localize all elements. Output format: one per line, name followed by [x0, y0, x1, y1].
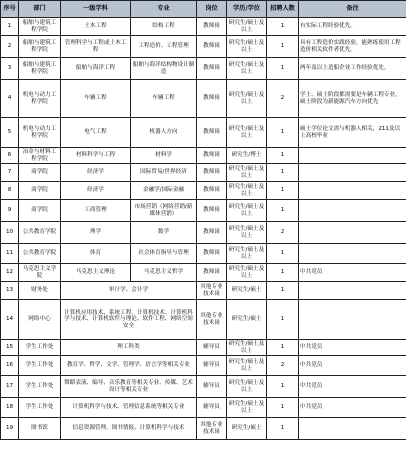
cell-post: 教师岗 [197, 148, 227, 164]
cell-no: 12 [1, 264, 19, 282]
header-discipline: 一级学科 [61, 1, 131, 18]
cell-post: 教师岗 [197, 222, 227, 244]
cell-dept: 船舶与建筑工程学院 [19, 36, 61, 58]
cell-post: 其他专业技术岗 [197, 300, 227, 340]
cell-major: 数学 [131, 222, 197, 244]
cell-count: 1 [267, 58, 299, 80]
header-count: 招聘人数 [267, 1, 299, 18]
cell-discipline: 教育学、哲学、文学、管理学、语言学等相关专业 [61, 356, 197, 376]
cell-count: 1 [267, 282, 299, 300]
cell-post: 其他专业技术岗 [197, 282, 227, 300]
cell-dept: 学生工作处 [19, 398, 61, 418]
table-row [1, 148, 406, 164]
table-row [1, 80, 406, 118]
cell-no: 17 [1, 376, 19, 398]
cell-post: 辅导员 [197, 356, 227, 376]
cell-no: 4 [1, 80, 19, 118]
cell-count: 1 [267, 118, 299, 148]
cell-dept: 学生工作处 [19, 340, 61, 356]
cell-count: 1 [267, 418, 299, 440]
cell-no: 19 [1, 418, 19, 440]
cell-dept: 学生工作处 [19, 376, 61, 398]
cell-note [299, 244, 406, 264]
header-post: 岗位 [197, 1, 227, 18]
cell-note [299, 222, 406, 244]
cell-post: 教师岗 [197, 164, 227, 182]
cell-degree: 研究生/硕士及以上 [227, 244, 267, 264]
cell-degree: 研究生/硕士及以上 [227, 182, 267, 200]
header-no: 序号 [1, 1, 19, 18]
cell-no: 15 [1, 340, 19, 356]
cell-dept: 机电与动力工程学院 [19, 80, 61, 118]
cell-no: 13 [1, 282, 19, 300]
cell-note: 两年及以上造船企业工作经验优先。 [299, 58, 406, 80]
cell-discipline: 土木工程 [61, 18, 131, 36]
cell-dept: 图书馆 [19, 418, 61, 440]
cell-no: 3 [1, 58, 19, 80]
cell-major: 社会体育指导与管理 [131, 244, 197, 264]
cell-major: 马克思主义哲学 [131, 264, 197, 282]
cell-no: 14 [1, 300, 19, 340]
cell-degree: 研究生/硕士及以上 [227, 18, 267, 36]
cell-discipline: 船舶与海洋工程 [61, 58, 131, 80]
cell-note: 中共党员 [299, 398, 406, 418]
cell-count: 1 [267, 148, 299, 164]
cell-degree: 研究生/硕士及以上 [227, 200, 267, 222]
cell-no: 11 [1, 244, 19, 264]
table-row [1, 282, 406, 300]
cell-degree: 研究生/硕士及以上 [227, 80, 267, 118]
cell-no: 9 [1, 200, 19, 222]
cell-count: 1 [267, 376, 299, 398]
cell-discipline: 经济学 [61, 182, 131, 200]
table-row [1, 264, 406, 282]
cell-post: 教师岗 [197, 182, 227, 200]
cell-degree: 研究生/硕士及以上 [227, 356, 267, 376]
cell-dept: 机电与动力工程学院 [19, 118, 61, 148]
cell-no: 7 [1, 164, 19, 182]
cell-discipline: 马克思主义理论 [61, 264, 131, 282]
cell-count: 2 [267, 356, 299, 376]
cell-dept: 公共教育学院 [19, 244, 61, 264]
cell-discipline: 理学 [61, 222, 131, 244]
table-row [1, 200, 406, 222]
cell-no: 8 [1, 182, 19, 200]
cell-count: 1 [267, 300, 299, 340]
cell-discipline: 计算机科学与技术、管理信息系统等相关专业 [61, 398, 197, 418]
cell-discipline: 经济学 [61, 164, 131, 182]
cell-discipline: 体育 [61, 244, 131, 264]
cell-discipline: 工商管理 [61, 200, 131, 222]
table-row [1, 58, 406, 80]
table-row [1, 244, 406, 264]
cell-count: 2 [267, 80, 299, 118]
cell-post: 辅导员 [197, 376, 227, 398]
cell-no: 1 [1, 18, 19, 36]
cell-dept: 商学院 [19, 200, 61, 222]
table-row [1, 300, 406, 340]
header-note: 备注 [299, 1, 406, 18]
cell-count: 1 [267, 164, 299, 182]
cell-major: 车辆工程 [131, 80, 197, 118]
cell-major: 材料学 [131, 148, 197, 164]
cell-count: 1 [267, 200, 299, 222]
table-row [1, 36, 406, 58]
cell-note: 有实际工程经验优先。 [299, 18, 406, 36]
cell-dept: 商学院 [19, 182, 61, 200]
table-row [1, 376, 406, 398]
cell-discipline: 信息资源管理、图书情报、计算机科学与技术 [61, 418, 197, 440]
cell-no: 2 [1, 36, 19, 58]
cell-degree: 研究生/硕士 [227, 282, 267, 300]
cell-dept: 船舶与建筑工程学院 [19, 18, 61, 36]
header-row [1, 1, 406, 18]
cell-no: 10 [1, 222, 19, 244]
table-row [1, 222, 406, 244]
header-degree: 学历/学位 [227, 1, 267, 18]
cell-major: 机器人方向 [131, 118, 197, 148]
table-row [1, 418, 406, 440]
cell-note [299, 148, 406, 164]
cell-dept: 冶金与材料工程学院 [19, 148, 61, 164]
cell-degree: 研究生/硕士 [227, 418, 267, 440]
table-row [1, 356, 406, 376]
cell-degree: 研究生/硕士及以上 [227, 58, 267, 80]
cell-count: 1 [267, 18, 299, 36]
header-major: 专业 [131, 1, 197, 18]
cell-discipline: 材料科学与工程 [61, 148, 131, 164]
table-row [1, 182, 406, 200]
cell-note: 中共党员 [299, 356, 406, 376]
cell-note: 硕士学位论文需与机器人相关，211及以上高校毕业 [299, 118, 406, 148]
cell-discipline: 计算机应用技术、系统工程、计算机技术、计算机科学与技术、计算机软件与理论、软件工程、网络空间安全 [61, 300, 197, 340]
table-row [1, 340, 406, 356]
cell-post: 辅导员 [197, 398, 227, 418]
cell-major: 市场营销（网络营销/新媒体营销） [131, 200, 197, 222]
cell-major: 工程造价、工程管理 [131, 36, 197, 58]
cell-post: 教师岗 [197, 264, 227, 282]
cell-discipline: 理工科类 [61, 340, 197, 356]
cell-discipline: 管理科学与工程或土木工程 [61, 36, 131, 58]
table-body [1, 18, 406, 440]
cell-post: 教师岗 [197, 36, 227, 58]
cell-degree: 研究生/硕士及以上 [227, 164, 267, 182]
cell-degree: 研究生/硕士及以上 [227, 36, 267, 58]
cell-post: 其他专业技术岗 [197, 418, 227, 440]
cell-discipline: 车辆工程 [61, 80, 131, 118]
cell-major: 结构工程 [131, 18, 197, 36]
table-row [1, 164, 406, 182]
cell-discipline: 舞蹈表演、编导、音乐教育等相关专业、传媒、艺术设计等相关专业 [61, 376, 197, 398]
cell-post: 教师岗 [197, 200, 227, 222]
table-row [1, 118, 406, 148]
cell-post: 教师岗 [197, 80, 227, 118]
cell-dept: 财务处 [19, 282, 61, 300]
cell-note: 学士、硕士阶段都需要是车辆工程专业，硕士阶段为新能源汽车方向优先 [299, 80, 406, 118]
cell-post: 教师岗 [197, 118, 227, 148]
cell-dept: 网络中心 [19, 300, 61, 340]
cell-note [299, 200, 406, 222]
cell-degree: 研究生/硕士及以上 [227, 264, 267, 282]
cell-no: 6 [1, 148, 19, 164]
cell-note: 中共党员 [299, 264, 406, 282]
cell-note: 中共党员 [299, 340, 406, 356]
cell-post: 教师岗 [197, 244, 227, 264]
cell-count: 1 [267, 36, 299, 58]
cell-note [299, 418, 406, 440]
cell-post: 教师岗 [197, 18, 227, 36]
cell-major: 金融学/国际金融 [131, 182, 197, 200]
cell-dept: 商学院 [19, 164, 61, 182]
cell-dept: 马克思主义学院 [19, 264, 61, 282]
cell-degree: 研究生/硕士及以上 [227, 376, 267, 398]
cell-note [299, 300, 406, 340]
cell-note [299, 182, 406, 200]
table-row [1, 18, 406, 36]
cell-discipline: 审计学、会计学 [61, 282, 197, 300]
cell-degree: 研究生/硕士及以上 [227, 398, 267, 418]
cell-degree: 研究生/硕士 [227, 300, 267, 340]
cell-post: 教师岗 [197, 58, 227, 80]
cell-degree: 研究生/硕士及以上 [227, 118, 267, 148]
cell-major: 国际贸易/世界经济 [131, 164, 197, 182]
table-row [1, 398, 406, 418]
cell-count: 1 [267, 264, 299, 282]
cell-no: 5 [1, 118, 19, 148]
cell-count: 2 [267, 222, 299, 244]
cell-count: 1 [267, 398, 299, 418]
cell-count: 1 [267, 340, 299, 356]
cell-dept: 公共教育学院 [19, 222, 61, 244]
cell-note: 中共党员 [299, 376, 406, 398]
cell-count: 1 [267, 182, 299, 200]
cell-note [299, 282, 406, 300]
cell-dept: 学生工作处 [19, 356, 61, 376]
cell-note: 具有工程造价实践经验，能熟练使用工程造价相关软件者优先。 [299, 36, 406, 58]
cell-count: 1 [267, 244, 299, 264]
cell-no: 18 [1, 398, 19, 418]
cell-degree: 研究生/硕士及以上 [227, 222, 267, 244]
cell-no: 16 [1, 356, 19, 376]
cell-post: 辅导员 [197, 340, 227, 356]
cell-dept: 船舶与建筑工程学院 [19, 58, 61, 80]
cell-major: 船舶与海洋结构物设计制造 [131, 58, 197, 80]
cell-note [299, 164, 406, 182]
header-dept: 部门 [19, 1, 61, 18]
cell-degree: 研究生/博士 [227, 148, 267, 164]
cell-discipline: 电气工程 [61, 118, 131, 148]
cell-degree: 研究生/硕士及以上 [227, 340, 267, 356]
